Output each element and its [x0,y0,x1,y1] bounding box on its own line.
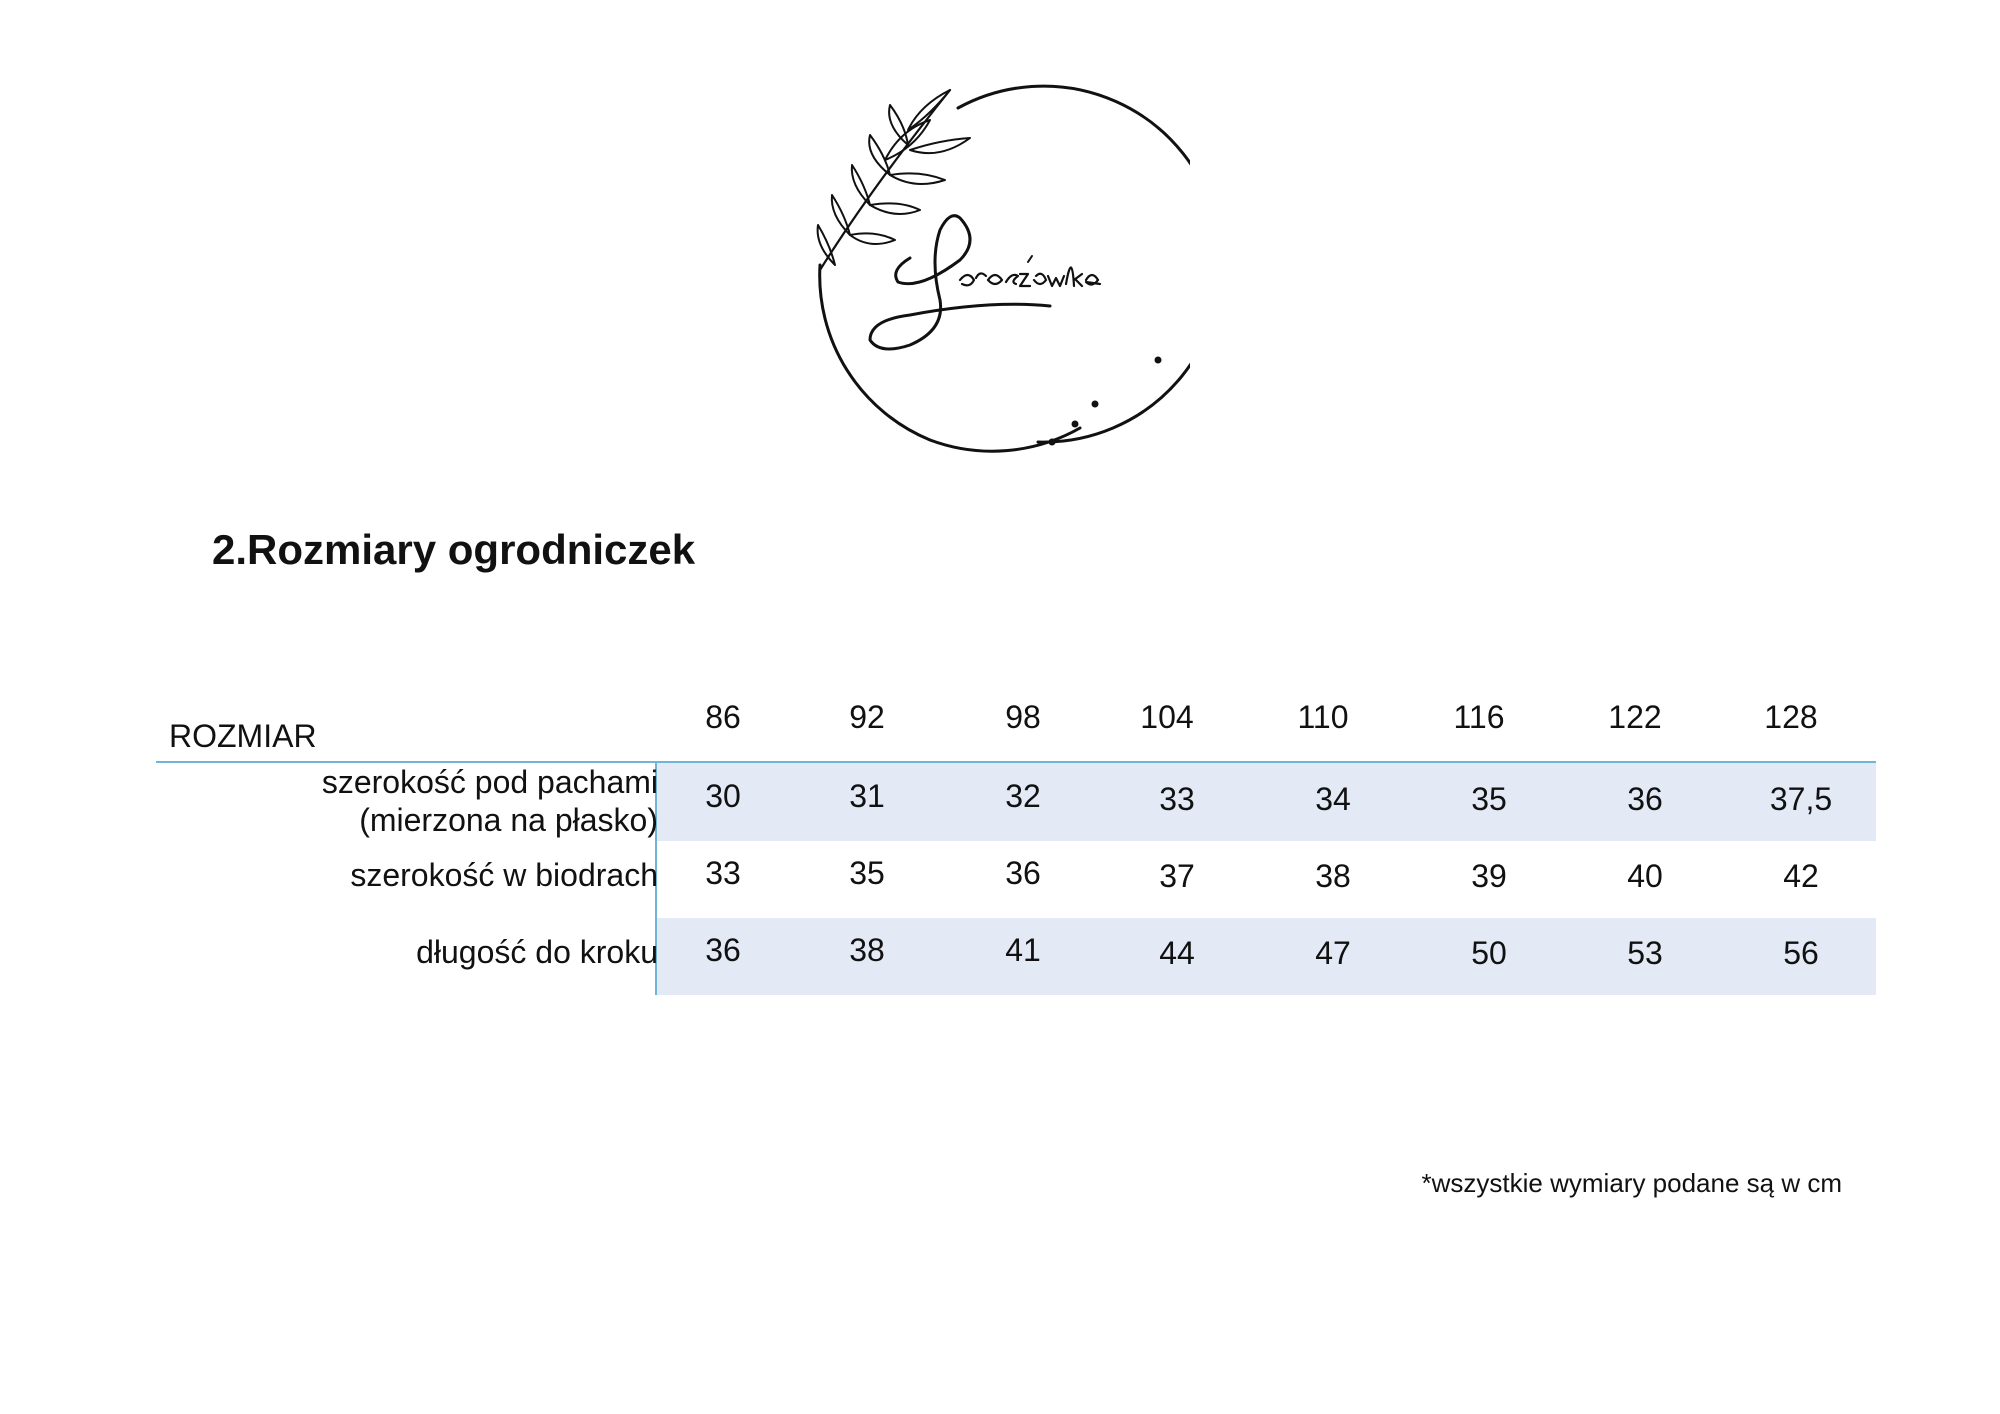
size-header-cell: 116 [1453,699,1505,735]
size-header-cell: 110 [1297,699,1349,735]
table-cell: 39 [1471,858,1507,894]
size-header-cell: 92 [849,699,885,735]
table-cell: 30 [705,778,741,814]
brand-logo [790,70,1190,470]
table-cell: 44 [1159,935,1195,971]
table-cell: 53 [1627,935,1663,971]
size-header-cell: 98 [1005,699,1041,735]
table-cell: 56 [1783,935,1819,971]
row-label-line: długość do kroku [416,934,658,970]
table-cell: 32 [1005,778,1041,814]
row-label [350,856,658,894]
table-cell: 35 [849,855,885,891]
table-cell: 33 [1159,781,1195,817]
table-cell: 50 [1471,935,1507,971]
table-cell: 38 [1315,858,1351,894]
row-label [322,763,658,839]
size-header-cell: 122 [1608,699,1662,735]
table-cell: 34 [1315,781,1351,817]
size-header-cell: 128 [1764,699,1818,735]
table-cell: 37 [1159,858,1195,894]
size-header-cell: 86 [705,699,741,735]
table-cell: 41 [1005,932,1041,968]
table-cell: 47 [1315,935,1351,971]
row-label-line: (mierzona na płasko) [359,802,658,838]
row-label-line: szerokość pod pachami [321,764,658,800]
table-cell: 42 [1783,858,1819,894]
table-cell: 36 [705,932,741,968]
table-cell: 37,5 [1769,781,1833,817]
size-column-label: ROZMIAR [169,718,317,754]
table-cell: 31 [849,778,885,814]
row-label [416,933,658,971]
table-cell: 33 [705,855,741,891]
page-title: 2.Rozmiary ogrodniczek [212,526,696,573]
table-cell: 36 [1005,855,1041,891]
table-cell: 35 [1471,781,1507,817]
table-cell: 36 [1627,781,1663,817]
units-footnote: *wszystkie wymiary podane są w cm [1421,1168,1842,1198]
table-cell: 38 [849,932,885,968]
row-label-line: szerokość w biodrach [350,857,658,893]
size-header-cell: 104 [1140,699,1194,735]
table-cell: 40 [1627,858,1663,894]
